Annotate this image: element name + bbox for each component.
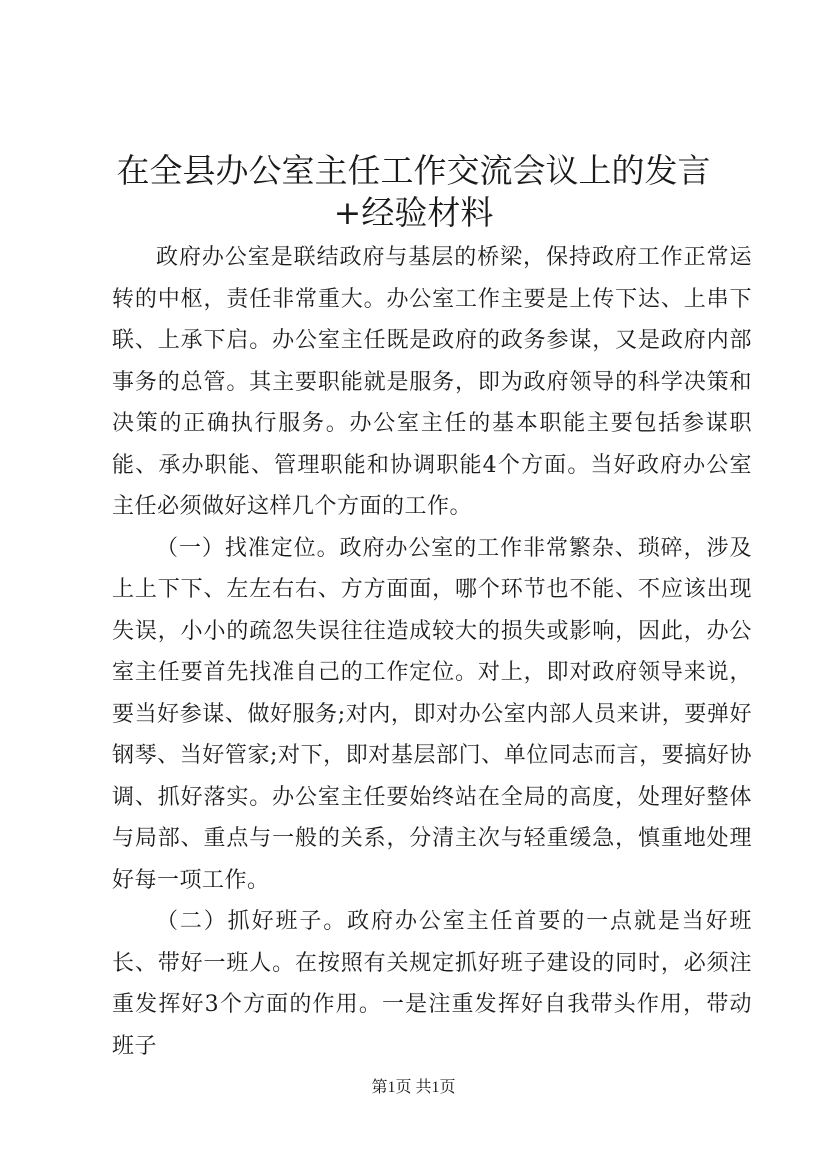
page-number-footer: 第1页 共1页 [371,1079,456,1096]
paragraph-intro: 政府办公室是联结政府与基层的桥梁，保持政府工作正常运转的中枢，责任非常重大。办公室工作主要是上传下达、上串下联、上承下启。办公室主任既是政府的政务参谋，又是政府内部事务的总管。其主要职能就是服务，即为政府领导的科学决策和决策的正确执行服务。办公室主任的基本职能主要包括参谋职能、承办职能、管理职能和协调职能4个方面。当好政府办公室主任必须做好这样几个方面的工作。 [112,245,752,519]
paragraph-section-1: （一）找准定位。政府办公室的工作非常繁杂、琐碎，涉及上上下下、左左右右、方方面面，哪个环节也不能、不应该出现失误，小小的疏忽失误往往造成较大的损失或影响，因此，办公室主任要首先找准自己的工作定位。对上，即对政府领导来说，要当好参谋、做好服务;对内，即对办公室内部人员来讲，要弹好钢琴、当好管家;对下，即对基层部门、单位同志而言，要搞好协调、抓好落实。办公室主任要始终站在全局的高度，处理好整体与局部、重点与一般的关系，分清主次与轻重缓急，慎重地处理好每一项工作。 [112,535,752,893]
paragraph-section-2: （二）抓好班子。政府办公室主任首要的一点就是当好班长、带好一班人。在按照有关规定抓好班子建设的同时，必须注重发挥好3个方面的作用。一是注重发挥好自我带头作用，带动班子 [112,909,752,1059]
document-title: 在全县办公室主任工作交流会议上的发言+经验材料 [116,151,711,232]
document-body [112,237,752,1067]
